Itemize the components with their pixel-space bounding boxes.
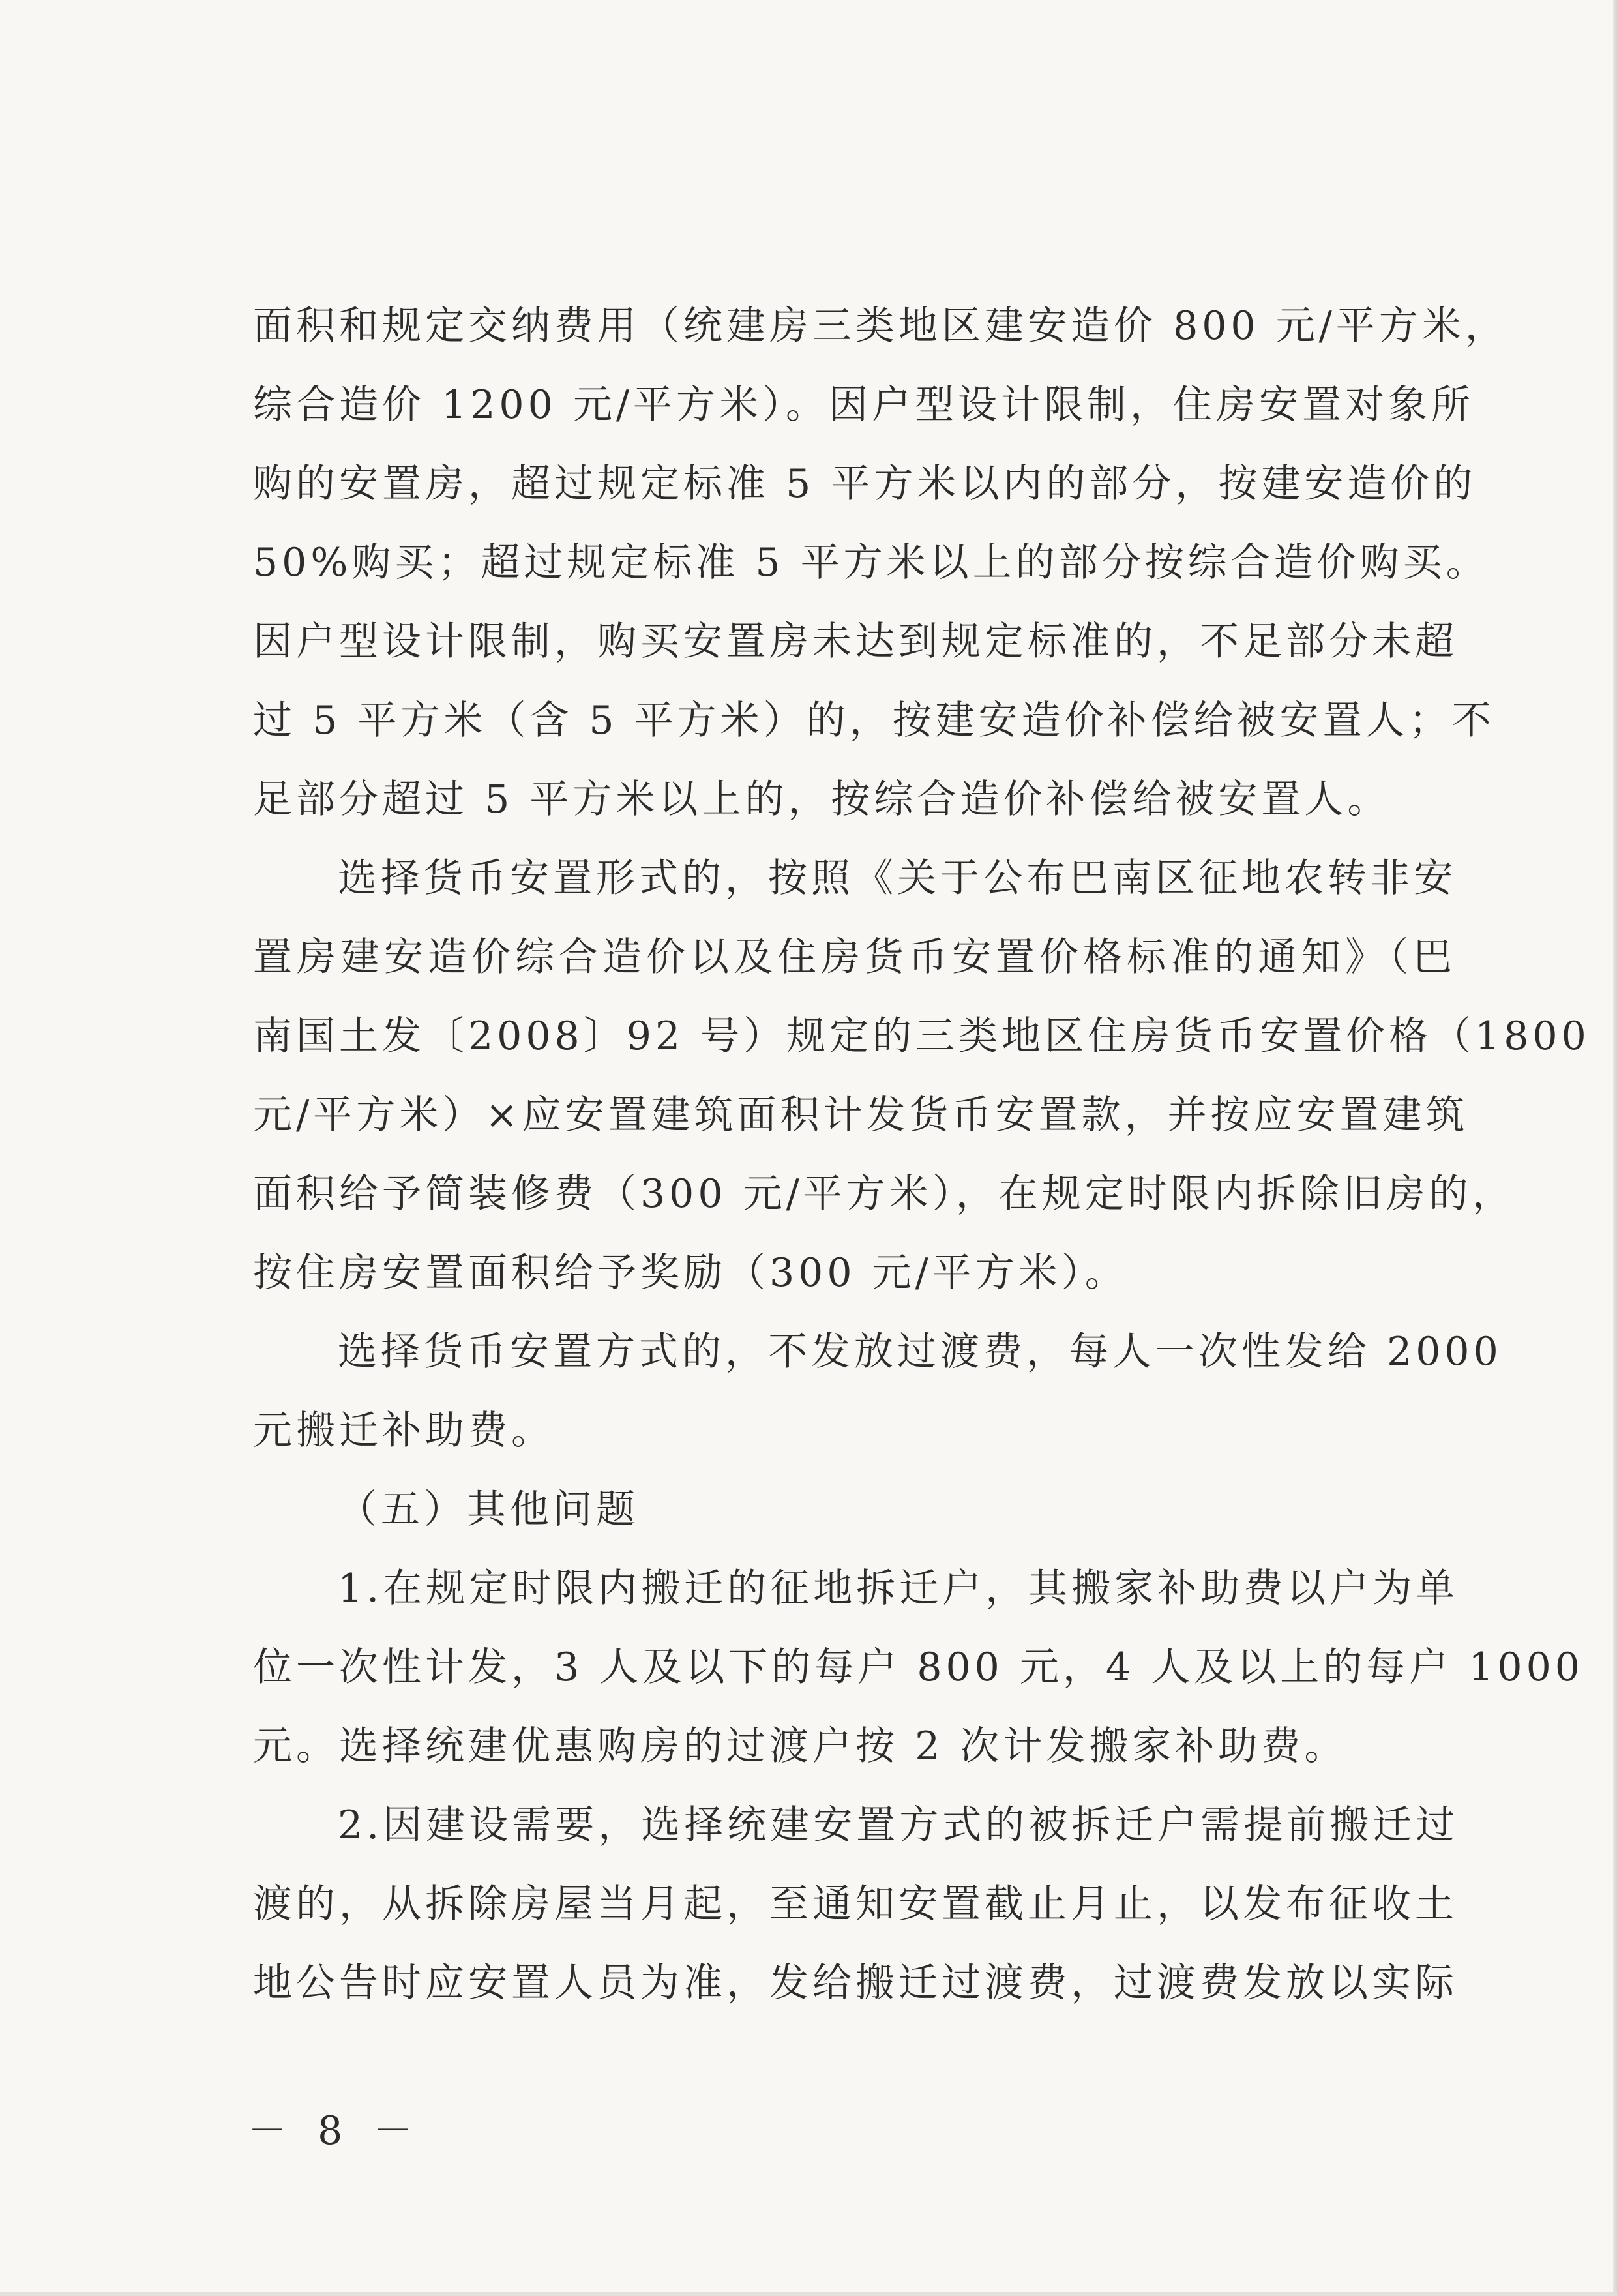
text-line: 选择货币安置形式的，按照《关于公布巴南区征地农转非安 — [338, 856, 1457, 901]
text-line: 足部分超过 5 平方米以上的，按综合造价补偿给被安置人。 — [253, 777, 1391, 822]
text-line: 元搬迁补助费。 — [253, 1408, 554, 1454]
paragraph — [253, 1549, 1584, 1786]
text-line: 面积和规定交纳费用（统建房三类地区建安造价 800 元/平方米， — [253, 303, 1508, 349]
page-number: － 8 － — [248, 2108, 422, 2154]
scan-edge — [1613, 0, 1617, 2296]
document-body — [253, 287, 1590, 2023]
text-line: 面积给予简装修费（300 元/平方米），在规定时限内拆除旧房的， — [253, 1171, 1515, 1217]
text-line: 置房建安造价综合造价以及住房货币安置价格标准的通知》（巴 — [253, 934, 1456, 980]
text-line: 元。选择统建优惠购房的过渡户按 2 次计发搬家补助费。 — [253, 1723, 1348, 1769]
paragraph — [253, 1786, 1459, 2023]
text-line: 2.因建设需要，选择统建安置方式的被拆迁户需提前搬迁过 — [338, 1802, 1459, 1848]
paragraph — [253, 287, 1508, 839]
text-line: 综合造价 1200 元/平方米）。因户型设计限制，住房安置对象所 — [253, 382, 1475, 428]
text-line: 南国土发〔2008〕92 号）规定的三类地区住房货币安置价格（1800 — [253, 1013, 1590, 1059]
text-line: 过 5 平方米（含 5 平方米）的，按建安造价补偿给被安置人；不 — [253, 698, 1495, 743]
text-line: 购的安置房，超过规定标准 5 平方米以内的部分，按建安造价的 — [253, 461, 1477, 507]
text-line: 选择货币安置方式的，不发放过渡费，每人一次性发给 2000 — [338, 1329, 1502, 1375]
text-line: 地公告时应安置人员为准，发给搬迁过渡费，过渡费发放以实际 — [253, 1960, 1458, 2006]
text-line: 1.在规定时限内搬迁的征地拆迁户，其搬家补助费以户为单 — [338, 1566, 1459, 1611]
text-line: 按住房安置面积给予奖励（300 元/平方米）。 — [253, 1250, 1128, 1296]
text-line: 因户型设计限制，购买安置房未达到规定标准的，不足部分未超 — [253, 619, 1458, 664]
text-line: 50%购买；超过规定标准 5 平方米以上的部分按综合造价购买。 — [253, 540, 1489, 586]
scan-edge — [0, 2292, 1617, 2296]
paragraph — [253, 1313, 1502, 1470]
paragraph — [253, 839, 1590, 1313]
text-line: 位一次性计发，3 人及以下的每户 800 元，4 人及以上的每户 1000 — [253, 1645, 1584, 1690]
text-line: 元/平方米）×应安置建筑面积计发货币安置款，并按应安置建筑 — [253, 1092, 1469, 1138]
text-line: （五）其他问题 — [338, 1487, 639, 1532]
paragraph — [253, 1470, 1456, 1549]
text-line: 渡的，从拆除房屋当月起，至通知安置截止月止，以发布征收土 — [253, 1881, 1458, 1927]
